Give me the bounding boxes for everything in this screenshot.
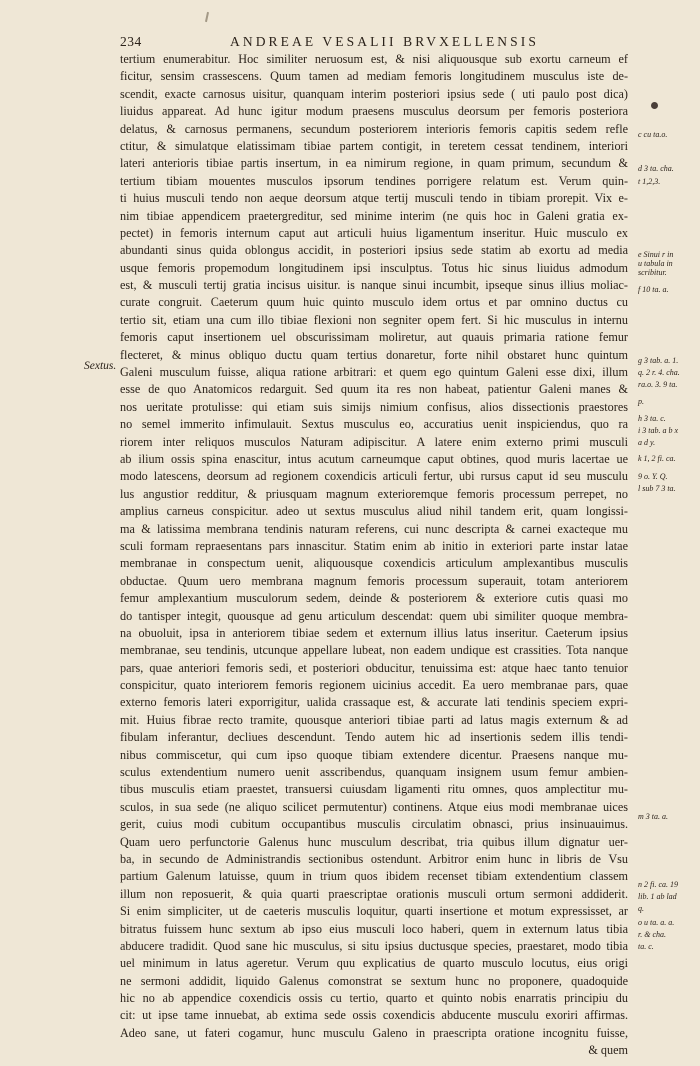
text-line: riorem inter reliquos musculos Naturam adipiscitur. A latere enim externo primi musculi [120, 434, 628, 449]
text-line: na obuoluit, ipsa in anteriorem tibiae sedem et externum illius latus inseritur. Caeterum ipsius [120, 625, 628, 640]
text-line: membranae, seu tendinis, utcunque appellare lubeat, non eadem undique est crassities. Tota nanque [120, 643, 628, 658]
text-line: fibulam inferantur, decliues descendunt. Tendo autem hic ad insertionis sedem illis tendi- [120, 730, 628, 745]
text-line: flecteret, & minus obliquo ductu quam tertius donaretur, forte nihil obstaret hunc quintum [120, 347, 628, 362]
text-line: nim tibiae appendicem praetergreditur, sed minime interim (ne quis hoc in Galeni gratia ex- [120, 208, 628, 223]
margin-gloss: i 3 tab. a b x [638, 426, 678, 435]
text-line: Quam uero perfunctorie Galenus hunc musculum describat, tria quibus illum dignatur uer- [120, 834, 628, 849]
margin-gloss: e Sinui r in [638, 250, 674, 259]
text-line: Si enim simpliciter, ut de caeteris musculis loquitur, quarti insertione et motum expressisset, ar [120, 904, 628, 919]
text-line: gerit, cuius modi cubitum occupantibus musculis circulatim obnasci, prius insinuauimus. [120, 817, 628, 832]
margin-gloss: l sub 7 3 ta. [638, 484, 676, 493]
text-line: tibus musculis etiam praestet, transuersi cuiusdam ligamenti ritu omnes, quos amplectitur mu- [120, 782, 628, 797]
text-line: cit: ut ipse tame innuebat, ab extima sede ossis coxendicis abducente musculu exoriri affirmas. [120, 1008, 628, 1023]
text-line: sculi formam repraesentans pars innascitur. Statim enim ab initio in exteriori parte instar latae [120, 538, 628, 553]
text-line: esse de quo Anatomicos redarguit. Sed quum ita res non habeat, patientur Galeni manes & [120, 382, 628, 397]
text-line: Adeo sane, ut fateri cogamur, hunc musculu Galeno in praescripta oratione incognitu fuisse, [120, 1025, 628, 1040]
text-line: ba, in secundo de Administrandis sectionibus ostendunt. Arbitror enim hunc in libris de Vsu [120, 851, 628, 866]
margin-gloss: lib. 1 ab lad [638, 892, 677, 901]
margin-gloss: ta. c. [638, 942, 654, 951]
text-line: & quem [588, 1043, 628, 1058]
margin-gloss: a d y. [638, 438, 656, 447]
text-line: lus angustior redditur, & priusquam magnum exterioremque femoris processum perrepet, no [120, 486, 628, 501]
text-line: hic no ab appendice coxendicis ossis cu tertio, quarto et quinto nobis enarratis principiu du [120, 991, 628, 1006]
body-text [120, 51, 628, 1060]
text-line: mit. Huius fibrae recto tramite, quousque anteriori tibiae parti ad latus magis externum & ad [120, 712, 628, 727]
text-line: femur amplexantium musculorum sedem, deinde & posteriorem & exteriore cutis quasi mo [120, 591, 628, 606]
margin-gloss: o u ta. a. a. [638, 918, 675, 927]
text-line: uel minimum in latus ageretur. Verum quu explicatius de quarto musculo locutus, eius origi [120, 956, 628, 971]
ink-dot [651, 102, 658, 109]
text-line: nos ueritate protulisse: qui etiam suis simijs nimium confisus, alios dissectionis praestores [120, 399, 628, 414]
margin-gloss: c cu ta.o. [638, 130, 668, 139]
text-line: ne sermoni addidit, liquido Galenus comonstrat se sextum hunc no proponere, quadoquide [120, 973, 628, 988]
text-line: conspicitur, quato interiorem femoris regionem uicinius accedit. Ea uero membranae pars, quae [120, 678, 628, 693]
text-line: nibus commiscetur, qui cum ipso quoque tibiam extendere dicentur. Praesens nanque mu- [120, 747, 628, 762]
text-line: tertium enumerabitur. Hoc similiter neruosum est, & nisi aliquousque sub exortu carneum ef [120, 52, 628, 66]
text-line: est, & musculi tertij gratia incisus uisitur. is nanque sinui incumbit, ipseque sinus illius moliac- [120, 278, 628, 293]
margin-gloss: p. [638, 397, 644, 406]
text-line: illum non reposuerit, & quia quarti praescriptae orationis musculi ortum sermoni addiderit. [120, 886, 628, 901]
margin-gloss: r. & cha. [638, 930, 666, 939]
page-header [120, 34, 640, 50]
text-line: partium Galenum latuisse, quum in trium quos ibidem recenset tibiam extendentium classem [120, 869, 628, 884]
text-line: amplius carneus conspicitur. adeo ut sextus musculus aliud nihil tandem erit, quam longissi- [120, 504, 628, 519]
running-head: ANDREAE VESALII BRVXELLENSIS [230, 34, 539, 49]
text-line: sculus extendentium numero uenit asscribendus, quanquam insignem usum femur ambien- [120, 765, 628, 780]
margin-gloss: m 3 ta. a. [638, 812, 668, 821]
margin-gloss: q. [638, 904, 644, 913]
text-line: pars, quae anteriori femoris sedi, et posteriori obducitur, tenuissima est: atque haec tanto tenuior [120, 660, 628, 675]
text-line: abundanti sinus quida oblongus accidit, in posteriori ipsius sede statim ab exortu ad media [120, 243, 628, 258]
text-line: ma & latissima membrana tendinis naturam referens, cui nunc descripta & carnei exacteque mu [120, 521, 628, 536]
margin-gloss: t 1,2,3. [638, 177, 661, 186]
ink-mark [205, 12, 209, 22]
margin-note-left: Sextus. [84, 360, 117, 372]
text-line: usque femoris propemodum longitudinem ipsi insculptus. Totus hic sinus liuidus admodum [120, 260, 628, 275]
text-line: sculos, in sua sede (ne aliquo scilicet permutentur) continens. Atque eius modi membranae uices [120, 799, 628, 814]
text-line: liuidus appareat. Ad hunc igitur modum praesens musculus deorsum per femoris posteriora [120, 104, 628, 119]
text-line: curate congruit. Caeterum quum huic quinto musculo idem ortus et par omnino ductus cu [120, 295, 628, 310]
margin-gloss: 9 o. Y. Q. [638, 472, 668, 481]
margin-gloss: q. 2 r. 4. cha. [638, 368, 680, 377]
text-line: bitratus fuissem hunc sextum ab ipso eius musculi loco haberi, quem in externum latus tibia [120, 921, 628, 936]
margin-gloss: scribitur. [638, 268, 667, 277]
text-line: membranae in conspectum uenit, aliquousque coxendicis articulum amplexantibus musculis [120, 556, 628, 571]
text-line: pectet) in femoris internum caput aut articuli huius ligamentum inseritur. Huic musculo ex [120, 225, 628, 240]
margin-gloss: k 1, 2 fi. ca. [638, 454, 676, 463]
text-line: delatus, & carnosus permanens, secundum posteriorem interioris femoris capitis sedem refle [120, 121, 628, 136]
text-line: obductae. Quum uero membrana magnum femoris processum superauit, totam anteriorem [120, 573, 628, 588]
text-line: femoris caput insertionem uel obscurissimam moliretur, aut quauis primaria ratione femur [120, 330, 628, 345]
margin-gloss: u tabula in [638, 259, 673, 268]
margin-gloss: n 2 fi. ca. 19 [638, 880, 678, 889]
margin-gloss: g 3 tab. a. 1. [638, 356, 679, 365]
text-line: ab ilium ossis spina enascitur, intus acutum carneumque caput obtines, quod muris lacertae ue [120, 451, 628, 466]
text-line: no semel immerito infimulauit. Sextus musculus eo, accuratius uenit inspiciendus, quo ra [120, 417, 628, 432]
text-line: ti huius musculi tendo non aeque deorsum atque tertij musculi tendo in tibiam prorepit. Vix e- [120, 191, 628, 206]
text-line: scendit, exacte carnosus uisitur, quanquam interim posteriori ipsius sede ( uti paulo post dica) [120, 86, 628, 101]
text-line: tertium tibiam mouentes musculos ipsorum tendines porrigere relatum est. Verum quin- [120, 173, 628, 188]
margin-gloss: ra.o. 3. 9 ta. [638, 380, 678, 389]
text-line: do tantisper integit, quousque ad genu articulum descendat: quem ubi similiter quoque membra- [120, 608, 628, 623]
text-line: modo latescens, deorsum ad regionem coxendicis articuli fertur, ubi rursus caput id seu musculu [120, 469, 628, 484]
margin-gloss: d 3 ta. cha. [638, 164, 674, 173]
text-line: externo femoris lateri exporrigitur, ualida crassaque est, & accurate lati tendinis speciem expri- [120, 695, 628, 710]
text-line: Galeni musculum fuisse, aliqua ratione arbitrari: et quem ego quintum Galeni esse dixi, illum [120, 365, 628, 380]
text-line: ficitur, sensim crassescens. Quum tamen ad mediam femoris longitudinem musculus iste de- [120, 69, 628, 84]
text-line: abducere tradidit. Quod sane hic musculus, si situ ipsius ductusque species, praestaret, modo tibia [120, 938, 628, 953]
text-line: ctitur, & simulatque elatissimam tibiae partem contigit, in teretem cessat tendinem, interiori [120, 138, 628, 153]
text-line: tertio sit, etiam una cum illo tibiae flexioni non segniter opem fert. Si hic musculus in internu [120, 312, 628, 327]
margin-gloss: h 3 ta. c. [638, 414, 666, 423]
text-line: lateri anterioris tibiae partis insertum, in ea nimirum regione, in quam primum, secundum & [120, 156, 628, 171]
page-number: 234 [120, 34, 142, 49]
margin-gloss: f 10 ta. a. [638, 285, 669, 294]
